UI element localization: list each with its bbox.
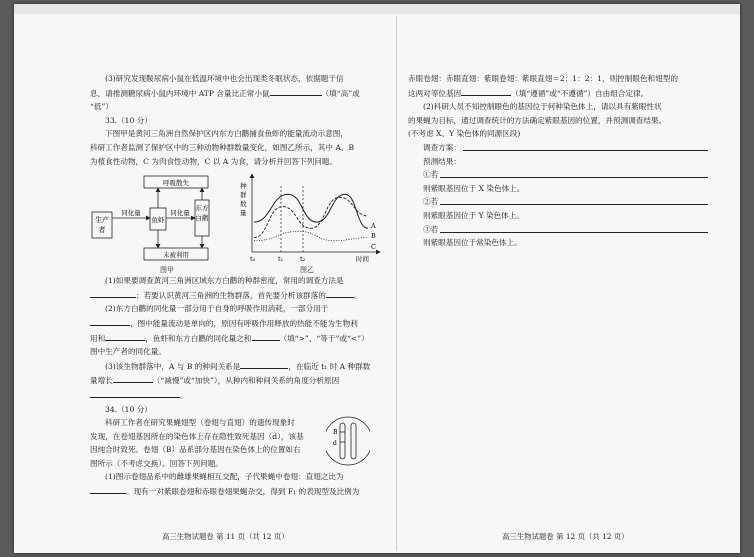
text-span: ，鱼虾和东方白鹳的同化量之和: [145, 333, 252, 343]
figures-area: [90, 170, 390, 274]
text-span: （“减慢”或“加快”），从种内和种间关系的角度分析原因: [152, 376, 340, 386]
text-span: 息，请推测糖尿病小鼠内环境中 ATP 含量比正常小鼠: [90, 88, 270, 98]
text-span: ②若: [423, 197, 439, 207]
text-span: 量增长: [90, 376, 113, 386]
answer-blank[interactable]: [90, 388, 180, 398]
answer-blank[interactable]: [440, 223, 708, 233]
text-line: 图中生产者的同化量。: [90, 347, 166, 357]
figure-a-caption: 图甲: [160, 266, 174, 275]
right-footer: 高三生物试题卷 第 12 页（共 12 页）: [502, 532, 629, 541]
text-line: 下图甲是黄河三角洲自然保护区内东方白鹳捕食鱼虾的能量流动示意图，: [105, 129, 348, 139]
text-span: 调查方案：: [423, 142, 461, 152]
right-page: [408, 72, 708, 250]
fish-label: 鱼虾: [151, 216, 165, 225]
tick-t1: t₁: [278, 255, 284, 264]
series-b-curve: [254, 197, 368, 237]
series-a-curve: [254, 194, 368, 228]
text-span: ；若要认识黄河三角洲的生物群落，首先要分析该群落的: [136, 290, 326, 300]
gene-d-label: d: [333, 440, 337, 448]
text-line: (2)东方白鹳的同化量一部分用于自身的呼吸作用消耗，一部分用于: [105, 304, 329, 314]
answer-blank[interactable]: [252, 331, 280, 341]
text-span: (1)如果要调查黄河三角洲区域东方白鹳的种群密度，常用的调查方法是: [105, 276, 344, 286]
text-line: 科研工作者在研究果蝇翅型（卷翅与直翅）的遗传现象时: [105, 418, 295, 428]
question-heading: 34.（10 分）: [105, 404, 152, 414]
text-line: (2)科研人员不知控制眼色的基因位于何种染色体上，请以具有紫眼性状: [423, 102, 662, 112]
answer-blank[interactable]: [440, 168, 708, 178]
text-line: 为植食性动物，C 为肉食性动物，C 以 A 为食，请分析并回答下列问题。: [90, 156, 337, 166]
text-line: (不考虑 X、Y 染色体的同源区段): [408, 129, 521, 139]
answer-blank[interactable]: [463, 141, 708, 151]
y-axis-label-4: 量: [240, 209, 247, 218]
answer-blank[interactable]: [90, 484, 126, 494]
text-span: ①若: [423, 170, 439, 180]
unused-label: 未被利用: [163, 251, 189, 260]
answer-blank[interactable]: [326, 288, 354, 298]
answer-blank[interactable]: [440, 195, 708, 205]
answer-blank[interactable]: [90, 316, 130, 326]
text-line: 则紫眼基因位于常染色体上。: [423, 238, 522, 248]
assim-label-1: 同化量: [121, 209, 141, 218]
answer-blank[interactable]: [105, 331, 145, 341]
series-a-label: A: [371, 222, 376, 231]
text-line: (1)图示卷翅品系中的雌雄果蝇相互交配，子代果蝇中卷翅：直翅之比为: [105, 472, 344, 482]
gene-b-label: B: [333, 429, 338, 437]
text-span: 用和: [90, 333, 106, 343]
q34-block: [90, 416, 390, 470]
y-axis-label-1: 种: [240, 182, 247, 191]
chromosome-diagram: [326, 414, 370, 468]
text-span: （填“遵循”或“不遵循”）自由组合定律。: [511, 88, 649, 98]
answer-blank[interactable]: [240, 359, 288, 369]
text-line: 预测结果：: [423, 156, 461, 166]
scan-top-strip: [14, 4, 740, 14]
text-line: 发现，在卷翅基因所在的染色体上存在隐性致死基因（d），该基: [90, 431, 304, 441]
text-line: 图所示（不考虑交换）。回答下列问题。: [90, 458, 223, 468]
question-heading: 33.（10 分）: [105, 115, 152, 125]
left-page: (3)研究发现鞍尿病小鼠在低温环境中也会出现类冬眠状态，依据题干信 息，请推测糖尿病小鼠内环境中 ATP 含量比正常小鼠 （填“高”或 “低”） 33.（10 分） 下图甲是黄河三角洲自然保护区内东方白鹳捕食鱼虾的能量流动示意图， 科研工作者监测了保护区中的三种动物种群数量变化，如图乙所示，其中 A、B 为植食性动物，C 为肉食性动物，C 以 A 为食，请分析并回答下列问题。 生产 者 同化量 鱼虾 同化量 东方 白鹳 呼吸散失 未被利用 图甲 种 群 数 量 时间 t₀ t₁ t₂ A B C 图乙 (1)如果要调查黄河三角洲区域东方白鹳的种群密度，常用的调查方法是 ；若要认识黄河三角洲的生物群落，首先要分析该群落的 。 (2)东方白鹳的同化量一部分用于自身的呼吸作用消耗，一部分用于 ，图中能量流动是单向的，原因有呼吸作用释放的热能不能为生物利 用和 ，鱼虾和东方白鹳的同化量之和 （填“>”、“等于”或“<”） 图中生产者的同化量。 (3)该生物群落中，A 与 B 的种间关系是 ，在临近 t₁ 时 A 种群数 量增长 （“减慢”或“加快”），从种内和种间关系的角度分析原因 。 34.（10 分） 科研工作者在研究果蝇翅型（卷翅与直翅）的遗传现象时 发现，在卷翅基因所在的染色体上存在隐性致死基因（d），该基 因纯合时致死。卷翅（B）品系部分基因在染色体上的位置如右 图所示（不考虑交换）。回答下列问题。 B d (1)图示卷翅品系中的雌雄果蝇相互交配，子代果蝇中卷翅：直翅之比为 。现有一对紫眼卷翅和赤眼卷翅果蝇杂交，得到 F₁ 的表现型及比例为: [90, 72, 390, 499]
left-footer: 高三生物试题卷 第 11 页（共 12 页）: [162, 532, 289, 541]
page-fold: [396, 16, 397, 551]
text-span: 。现有一对紫眼卷翅和赤眼卷翅果蝇杂交，得到 F₁ 的表现型及比例为: [126, 487, 360, 497]
exam-sheet: [14, 4, 740, 553]
text-line: “低”）: [90, 102, 113, 112]
answer-blank[interactable]: [90, 288, 136, 298]
text-span: 这两对等位基因: [408, 88, 462, 98]
answer-blank[interactable]: [113, 373, 153, 383]
text-line: (3)研究发现鞍尿病小鼠在低温环境中也会出现类冬眠状态，依据题干信: [105, 74, 344, 83]
text-line: 则紫眼基因位于 X 染色体上。: [423, 183, 525, 193]
answer-blank[interactable]: [461, 86, 511, 96]
chromosome-2: [351, 423, 356, 459]
text-line: 的果蝇为目标，通过调查统计的方法确定紫眼基因的位置，并预测调查结果。: [408, 115, 667, 125]
text-line: 因纯合时致死。卷翅（B）品系部分基因在染色体上的位置如右: [90, 445, 301, 455]
text-span: (3)该生物群落中，A 与 B 的种间关系是: [105, 361, 241, 371]
stork-label-1: 东方: [195, 204, 209, 213]
figure-b-caption: 图乙: [300, 266, 314, 275]
text-span: ，在临近 t₁ 时 A 种群数: [288, 361, 371, 371]
series-c-curve: [254, 232, 368, 241]
series-b-label: B: [371, 232, 376, 241]
y-axis-label-3: 数: [240, 200, 247, 209]
text-span: ，图中能量流动是单向的，原因有呼吸作用释放的热能不能为生物利: [130, 318, 358, 328]
text-span: （填“高”或: [321, 88, 360, 98]
text-span: ③若: [423, 224, 439, 234]
population-chart: [238, 170, 388, 270]
text-span: （填“>”、“等于”或“<”）: [279, 333, 369, 343]
text-line: 赤眼卷翅：赤眼直翅：紫眼卷翅：紫眼直翅＝2：1：2：1，则控制眼色和翅型的: [408, 74, 678, 83]
text-line: 科研工作者监测了保护区中的三种动物种群数量变化，如图乙所示，其中 A、B: [90, 142, 355, 152]
assim-label-2: 同化量: [170, 209, 190, 218]
y-axis-label-2: 群: [240, 191, 247, 200]
energy-flow-diagram: [90, 170, 240, 270]
producer-label-1: 生产: [95, 216, 109, 225]
tick-t0: t₀: [250, 255, 256, 264]
chromosome-1: [340, 423, 345, 459]
respiration-label: 呼吸散失: [163, 179, 189, 188]
answer-blank[interactable]: [270, 86, 322, 96]
x-axis-label: 时间: [356, 255, 369, 264]
stork-label-2: 白鹳: [195, 214, 209, 223]
text-line: 则紫眼基因位于 Y 染色体上。: [423, 210, 524, 220]
series-c-label: C: [371, 243, 376, 252]
tick-t2: t₂: [300, 255, 306, 264]
producer-label-2: 者: [98, 226, 106, 235]
